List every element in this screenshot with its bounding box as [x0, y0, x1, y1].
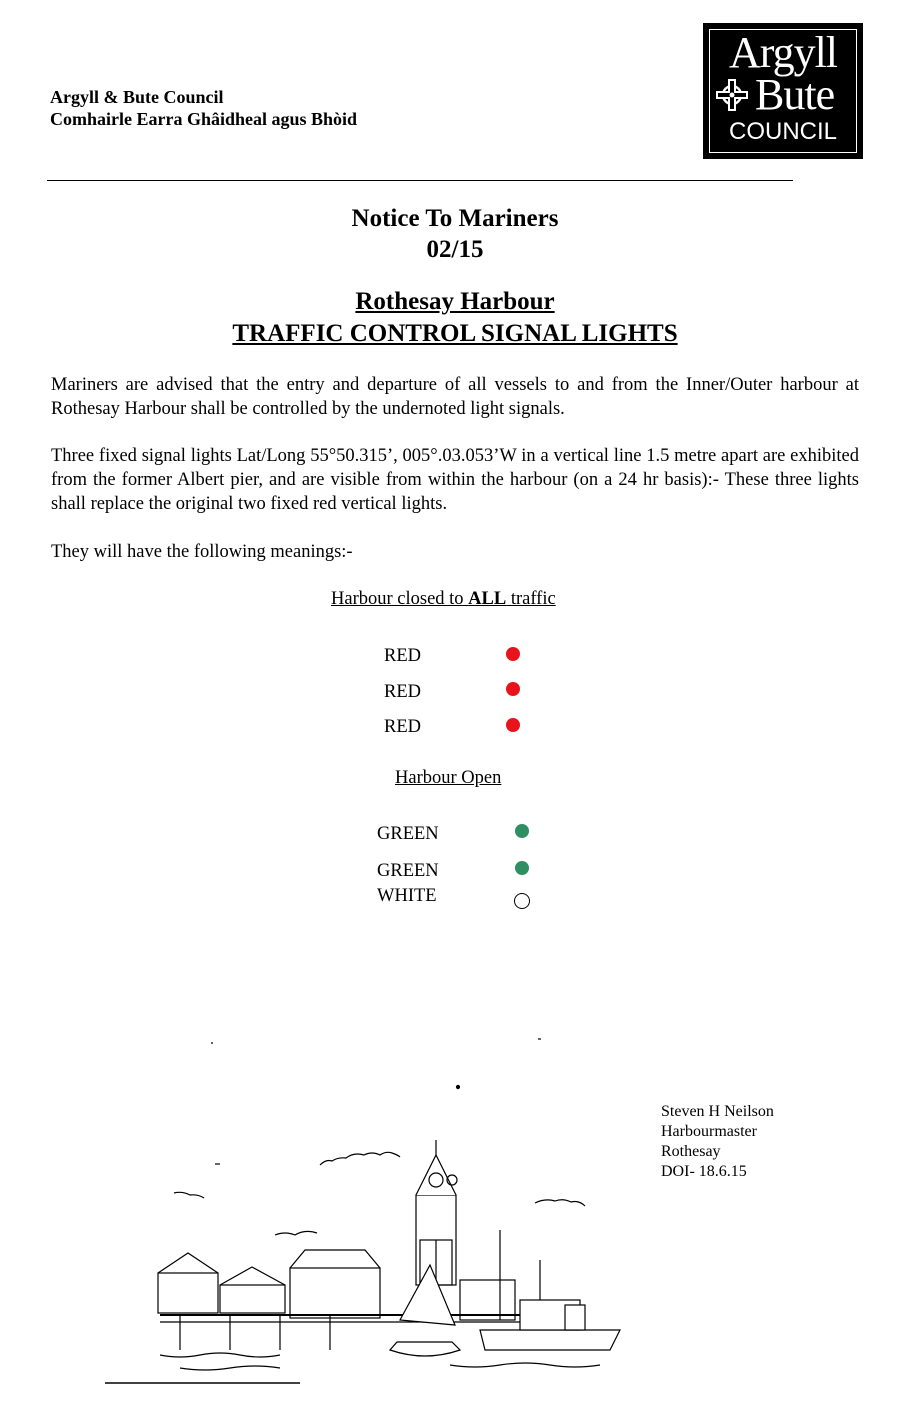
body-paragraph-3: They will have the following meanings:-: [51, 542, 353, 562]
notice-title: Notice To Mariners: [351, 205, 559, 232]
body-paragraph-1: Mariners are advised that the entry and departure of all vessels to and from the Inner/Outer harbour at Rothesay Harbour shall be controlled by the undernoted light signals.: [51, 375, 859, 419]
open-light-3-label: WHITE: [377, 886, 437, 906]
closed-heading: Harbour closed to ALL traffic: [331, 589, 556, 609]
green-light-icon: [515, 861, 529, 875]
logo-text-argyll: Argyll: [728, 28, 838, 77]
signature-place: Rothesay: [661, 1143, 721, 1160]
red-light-icon: [506, 718, 520, 732]
notice-location: Rothesay Harbour: [355, 288, 555, 315]
closed-light-3-label: RED: [384, 717, 421, 737]
harbour-illustration: [100, 1030, 640, 1390]
logo-text-bute: Bute: [755, 70, 835, 119]
council-name-english: Argyll & Bute Council: [50, 87, 224, 107]
closed-light-2-label: RED: [384, 682, 421, 702]
notice-number: 02/15: [426, 236, 484, 263]
closed-light-1-label: RED: [384, 646, 421, 666]
notice-subject: TRAFFIC CONTROL SIGNAL LIGHTS: [232, 320, 678, 347]
signature-date: DOI- 18.6.15: [661, 1163, 747, 1180]
open-light-2-label: GREEN: [377, 861, 439, 881]
header-divider: [47, 180, 793, 181]
signature-name: Steven H Neilson: [661, 1103, 774, 1120]
celtic-cross-icon: [715, 78, 749, 112]
white-light-icon: [514, 893, 530, 909]
council-name: [50, 86, 357, 130]
open-light-1-label: GREEN: [377, 824, 439, 844]
council-name-gaelic: Comhairle Earra Ghâidheal agus Bhòid: [50, 109, 358, 129]
red-light-icon: [506, 682, 520, 696]
body-paragraph-2: Three fixed signal lights Lat/Long 55°50.315’, 005°.03.053’W in a vertical line 1.5 metre apart are exhibited from the former Albert pier, and are visible from within the harbour (on a 24 hr basis):- These three lights shall replace the original two fixed red vertical lights.: [51, 446, 859, 514]
closed-heading-emphasis: ALL: [468, 589, 507, 609]
council-logo: [703, 23, 863, 159]
red-light-icon: [506, 647, 520, 661]
green-light-icon: [515, 824, 529, 838]
open-heading: Harbour Open: [395, 768, 502, 788]
signature-block: [661, 1102, 774, 1182]
signature-title: Harbourmaster: [661, 1123, 757, 1140]
logo-text-council: COUNCIL: [728, 118, 837, 145]
